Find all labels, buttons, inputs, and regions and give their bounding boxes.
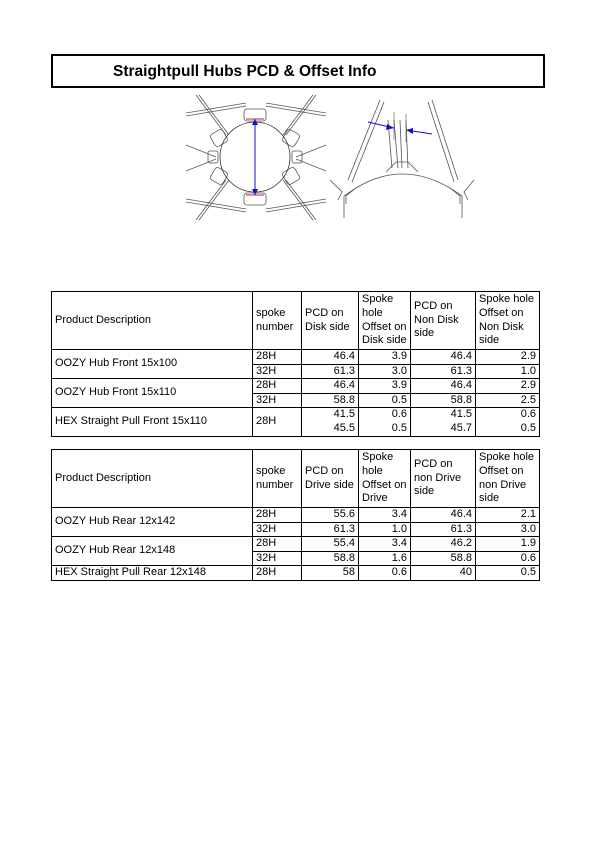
pcd-cell: 58.8 [302, 551, 359, 566]
product-cell: OOZY Hub Rear 12x142 [52, 508, 253, 537]
offset-cell: 1.0 [359, 522, 411, 537]
pcd-cell: 58 [302, 566, 359, 581]
spoke-cell: 32H [253, 522, 302, 537]
pcd-cell: 46.4 [302, 379, 359, 394]
pcd2-value-a: 41.5 [450, 408, 472, 421]
offset-cell: 3.0 [359, 364, 411, 379]
spoke-cell: 28H [253, 537, 302, 552]
product-cell: OOZY Hub Front 15x100 [52, 350, 253, 379]
offset2-cell: 2.9 [476, 350, 540, 365]
table-row [52, 508, 540, 523]
header-pcd-non-disk: PCD on Non Disk side [411, 292, 476, 350]
pcd2-cell: 46.4 [411, 350, 476, 365]
spoke-cell: 28H [253, 566, 302, 581]
spoke-cell: 28H [253, 408, 302, 436]
hub-pcd-diagram [186, 95, 326, 220]
offset-value-b: 0.5 [391, 421, 407, 434]
title-box [51, 54, 545, 88]
pcd-cell: 58.8 [302, 393, 359, 408]
spoke-cell: 28H [253, 379, 302, 394]
header-pcd-non-drive: PCD on non Drive side [411, 450, 476, 508]
pcd2-cell: 40 [411, 566, 476, 581]
pcd-cell: 55.4 [302, 537, 359, 552]
spoke-cell: 32H [253, 551, 302, 566]
offset-cell: 0.6 [359, 566, 411, 581]
pcd2-cell: 58.8 [411, 393, 476, 408]
pcd-cell [302, 408, 359, 436]
offset2-value-b: 0.5 [520, 421, 536, 434]
offset2-cell: 2.5 [476, 393, 540, 408]
header-pcd-disk: PCD on Disk side [302, 292, 359, 350]
pcd2-cell: 46.4 [411, 379, 476, 394]
hub-offset-diagram [328, 100, 476, 220]
rear-hub-table [51, 449, 540, 581]
table-row [52, 537, 540, 552]
pcd2-cell: 46.2 [411, 537, 476, 552]
pcd-cell: 46.4 [302, 350, 359, 365]
spoke-cell: 28H [253, 508, 302, 523]
pcd2-cell: 61.3 [411, 364, 476, 379]
offset-cell: 3.9 [359, 379, 411, 394]
header-offset-disk: Spoke hole Offset on Disk side [359, 292, 411, 350]
table-header-row [52, 292, 540, 350]
offset-cell: 3.4 [359, 537, 411, 552]
header-product-description: Product Description [52, 450, 253, 508]
header-pcd-drive: PCD on Drive side [302, 450, 359, 508]
offset2-cell: 0.6 [476, 551, 540, 566]
offset2-cell: 1.0 [476, 364, 540, 379]
table-row [52, 408, 540, 436]
pcd2-cell: 46.4 [411, 508, 476, 523]
pcd-value-b: 45.5 [333, 421, 355, 434]
pcd-cell: 55.6 [302, 508, 359, 523]
table-row [52, 379, 540, 394]
product-cell: HEX Straight Pull Front 15x110 [52, 408, 253, 436]
offset-cell: 3.9 [359, 350, 411, 365]
spoke-cell: 28H [253, 350, 302, 365]
offset2-cell [476, 408, 540, 436]
header-offset-drive: Spoke hole Offset on Drive [359, 450, 411, 508]
page-title: Straightpull Hubs PCD & Offset Info [113, 63, 377, 80]
pcd2-cell: 58.8 [411, 551, 476, 566]
offset-cell: 0.5 [359, 393, 411, 408]
header-offset-non-drive: Spoke hole Offset on non Drive side [476, 450, 540, 508]
pcd-cell: 61.3 [302, 364, 359, 379]
offset2-cell: 0.5 [476, 566, 540, 581]
header-product-description: Product Description [52, 292, 253, 350]
pcd-value-a: 41.5 [333, 408, 355, 421]
offset2-value-a: 0.6 [520, 408, 536, 421]
offset-cell: 1.6 [359, 551, 411, 566]
pcd-cell: 61.3 [302, 522, 359, 537]
offset-value-a: 0.6 [391, 408, 407, 421]
spoke-cell: 32H [253, 364, 302, 379]
offset2-cell: 2.1 [476, 508, 540, 523]
offset2-cell: 3.0 [476, 522, 540, 537]
pcd2-cell [411, 408, 476, 436]
header-offset-non-disk: Spoke hole Offset on Non Disk side [476, 292, 540, 350]
product-cell: OOZY Hub Rear 12x148 [52, 537, 253, 566]
table-row [52, 350, 540, 365]
front-hub-table [51, 291, 540, 437]
product-cell: OOZY Hub Front 15x110 [52, 379, 253, 408]
pcd2-value-b: 45.7 [450, 421, 472, 434]
table-row [52, 566, 540, 581]
offset-cell [359, 408, 411, 436]
header-spoke-number: spoke number [253, 292, 302, 350]
pcd2-cell: 61.3 [411, 522, 476, 537]
product-cell: HEX Straight Pull Rear 12x148 [52, 566, 253, 581]
offset2-cell: 1.9 [476, 537, 540, 552]
offset-cell: 3.4 [359, 508, 411, 523]
header-spoke-number: spoke number [253, 450, 302, 508]
offset2-cell: 2.9 [476, 379, 540, 394]
spoke-cell: 32H [253, 393, 302, 408]
table-header-row [52, 450, 540, 508]
